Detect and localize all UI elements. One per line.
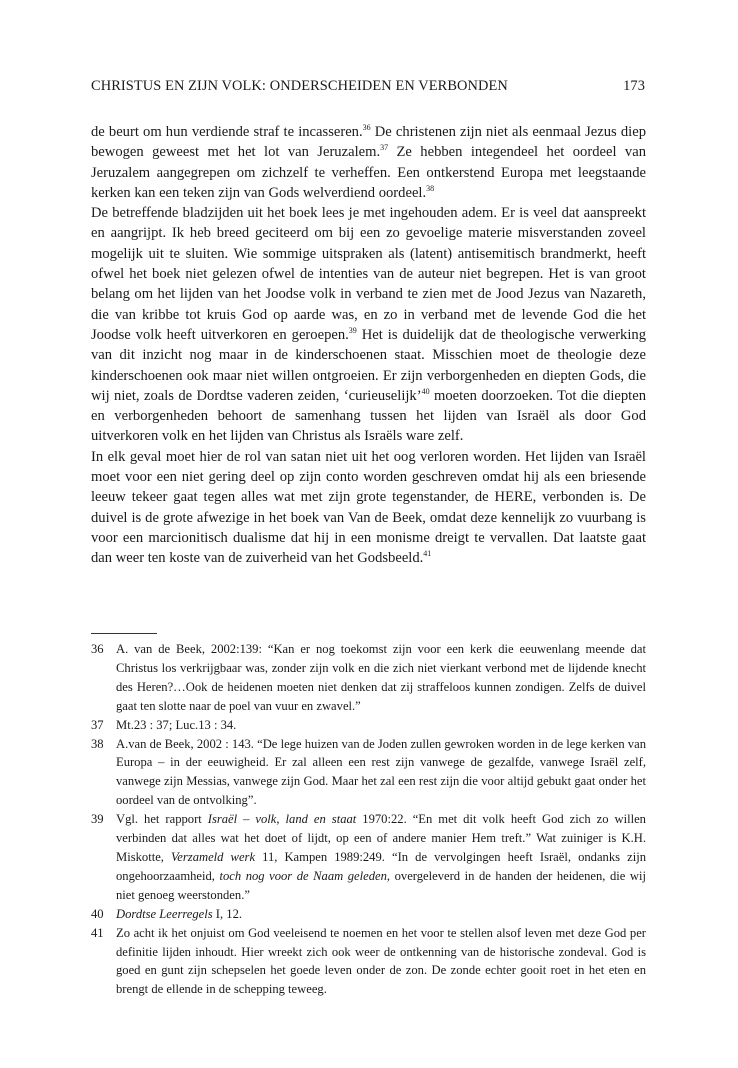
footnote-number: 41	[91, 925, 104, 940]
footnote-text	[116, 735, 646, 811]
footnote-divider	[91, 633, 157, 634]
text-run: , overgeleverd in de handen der heidenen, die wij niet genoeg weerstonden.”	[116, 868, 646, 902]
paragraph	[91, 122, 646, 203]
paragraph	[91, 447, 646, 569]
footnote-text	[116, 716, 646, 735]
footnote-number: 37	[91, 717, 104, 732]
footnote-ref: 40	[421, 386, 430, 396]
footnote-number: 38	[91, 736, 104, 751]
text-run: moeten doorzoeken. Tot die diepten en verborgenheden behoort de samenhang tussen het lijden van Israël als door God uitverkoren volk en het lijden van Christus als Israëls ware zelf.	[91, 387, 646, 445]
italic-title: Israël – volk, land en staat	[207, 812, 357, 827]
main-text	[91, 122, 646, 569]
footnote-number: 40	[91, 906, 104, 921]
text-run: Vgl. het rapport	[116, 812, 208, 827]
text-run: 1970:22. “En met dit volk heeft God zich zo willen verbinden dat alles wat het doet of lijdt, op een of andere manier Hem treft.” Wat zuiniger is K.H. Miskotte,	[116, 812, 646, 864]
footnote-ref: 39	[348, 325, 357, 335]
text-run: De betreffende bladzijden uit het boek lees je met ingehouden adem. Er is veel dat aanspreekt en aangrijpt. Ik heb breed geciteerd om bij een zo gevoelige materie misverstanden zoveel mogelijk uit te sluiten. Wie sommige uitspraken als (latent) antisemitisch brandmerkt, heeft ofwel het boek niet gelezen ofwel de intenties van de auteur niet begrepen. Het is van groot belang om het lijden van het Joodse volk in verband te zien met de Jood Jezus van Nazareth, die van kribbe tot kruis God op aarde was, en zo in verband met de levende God die het Joodse volk heeft uitverkoren en geroepen.	[91, 205, 646, 343]
footnote-number: 36	[91, 642, 104, 656]
text-run: Het is duidelijk dat de theologische verwerking van dit inzicht nog maar in de kinderschoenen staat. Misschien moet de theologie deze kinderschoenen ook maar niet willen ontgroeien. Er zijn verborgenheden en diepten Gods, die wij niet, zoals de Dordtse vaderen zeiden, ‘curieuselijk’	[91, 326, 646, 404]
running-title: CHRISTUS EN ZIJN VOLK: ONDERSCHEIDEN EN VERBONDEN	[91, 78, 508, 94]
footnote-text	[116, 810, 646, 905]
text-run: A. van de Beek, 2002:139: “Kan er nog toekomst zijn voor een kerk die eeuwenlang meende dat Christus los verkrijgbaar was, zonder zijn volk en die zich niet vierkant verbond met de lijdende knecht des Heren?…Ook de heidenen moeten niet denken dat zij straffeloos kunnen zondigen. Zelfs de duivel gaat ten slotte naar de poel van vuur en zwavel.”	[116, 642, 646, 713]
italic-title: toch nog voor de Naam geleden	[219, 868, 387, 883]
italic-title: Verzameld werk	[171, 849, 256, 864]
footnotes	[91, 640, 646, 999]
footnote	[91, 810, 646, 905]
footnote-text	[116, 924, 646, 1000]
footnote-ref: 38	[426, 183, 435, 193]
footnote-text	[116, 640, 646, 716]
footnote	[91, 716, 646, 735]
footnote-text	[116, 905, 646, 924]
text-run: A.van de Beek, 2002 : 143. “De lege huizen van de Joden zullen gewroken worden in de lege kerken van Europa – in der eeuwigheid. Er zal alleen een rest zijn vanwege de gezalfde, vanwege Israël zelf, vanwege zijn Messias, vanwege zijn God. Maar het zal een rest zijn die voor altijd gebukt gaat onder het oordeel van de ontvolking”.	[116, 736, 646, 808]
footnote	[91, 640, 646, 716]
text-run: de beurt om hun verdiende straf te incasseren.	[91, 124, 363, 140]
text-run: Ze hebben integendeel het oordeel van Jeruzalem aangegrepen om zichzelf te verheffen. Een ontkerstend Europa met leegstaande kerken kan een teken zijn van Gods welverdiend oordeel.	[91, 144, 646, 201]
paragraph	[91, 203, 646, 447]
footnote-number: 39	[91, 812, 104, 827]
text-run: 11, Kampen 1989:249. “In de vervolgingen heeft Israël, ondanks zijn ongehoorzaamheid,	[116, 849, 647, 883]
footnote-ref: 37	[380, 143, 389, 153]
text-run: Zo acht ik het onjuist om God veeleisend te noemen en het voor te stellen alsof leven met deze God per definitie lijden inhoudt. Hier wreekt zich ook weer de ontkenning van de historische zondeval. God is goed en gunt zijn schepselen het goede leven onder de zon. De zonde echter gooit roet in het eten en brengt de ellende in de schepping teweeg.	[116, 925, 646, 997]
page-number: 173	[623, 78, 645, 94]
footnote-ref: 41	[423, 549, 432, 559]
text-run: Mt.23 : 37; Luc.13 : 34.	[116, 717, 237, 732]
footnote	[91, 735, 646, 811]
italic-title: Dordtse Leerregels	[116, 906, 213, 921]
footnote	[91, 905, 646, 924]
text-run: I, 12.	[212, 906, 243, 921]
footnote	[91, 924, 646, 1000]
text-run: In elk geval moet hier de rol van satan niet uit het oog verloren worden. Het lijden van Israël moet voor een niet gering deel op zijn conto worden geschreven omdat hij als een briesende leeuw tekeer gaat tegen alles wat met zijn grote tegenstander, de HERE, verbonden is. De duivel is de grote afwezige in het boek van Van de Beek, omdat deze kennelijk zo vuurbang is voor een marcionitisch dualisme dat hij in een monisme dreigt te vervallen. Dat laatste gaat dan weer ten koste van de zuiverheid van het Godsbeeld.	[91, 448, 646, 567]
footnote-ref: 36	[362, 123, 371, 132]
text-run: De christenen zijn niet als eenmaal Jezus diep bewogen geweest met het lot van Jeruzalem.	[91, 124, 646, 161]
